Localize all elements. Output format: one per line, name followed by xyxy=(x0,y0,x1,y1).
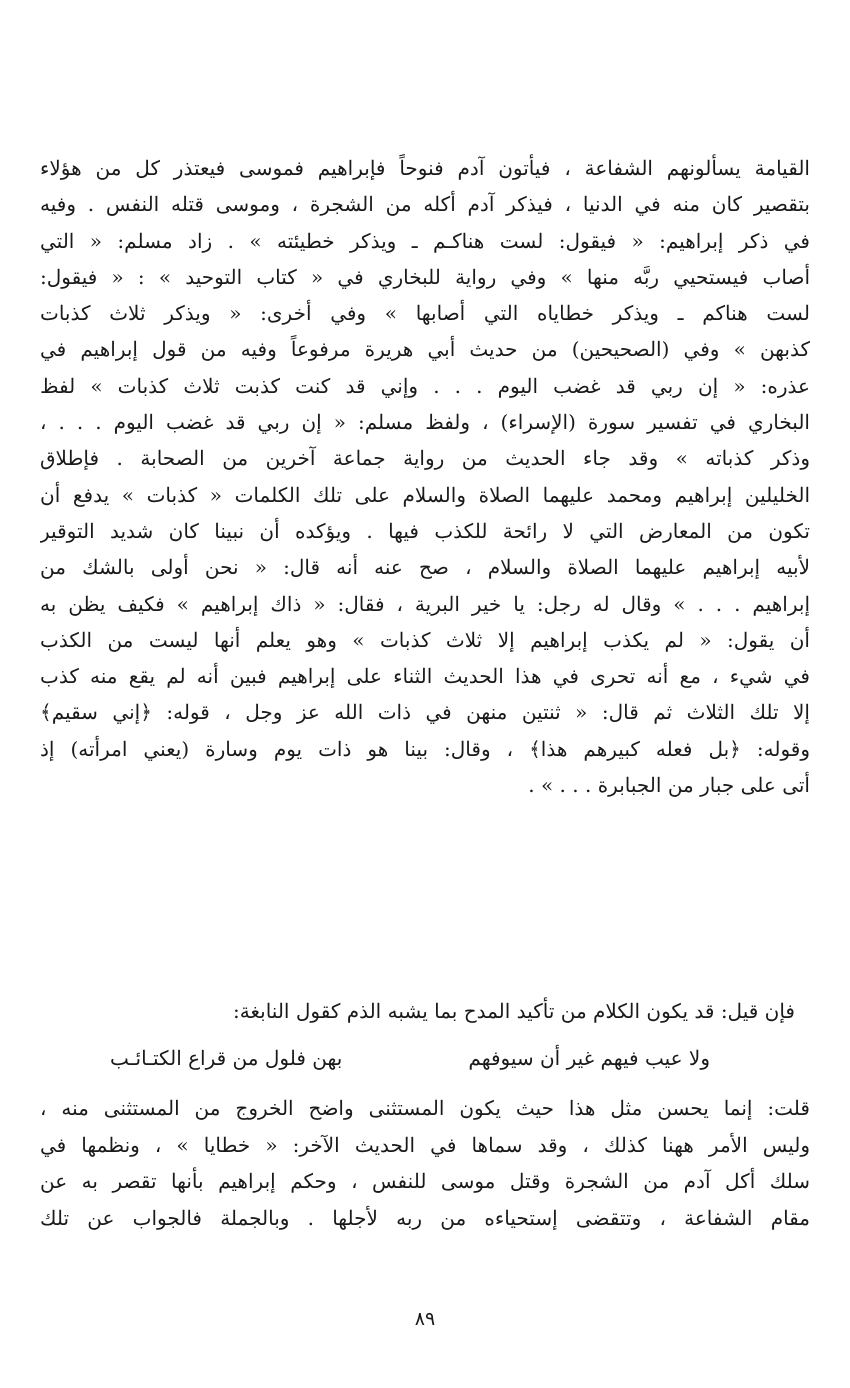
text-line: إلا تلك الثلاث ثم قال: « ثنتين منهن في ذات الله عز وجل ، قوله: ﴿إني سقيم﴾ xyxy=(40,700,810,725)
text-line: عذره: « إن ربي قد غضب اليوم . . . وإني قد كنت كذبت ثلاث كذبات » لفظ xyxy=(40,373,810,398)
text-line: مقام الشفاعة ، وتتقضى إستحياءه من ربه لأجلها . وبالجملة فالجواب عن تلك xyxy=(40,1205,810,1230)
text-line: وقوله: ﴿بل فعله كبيرهم هذا﴾ ، وقال: بينا هو ذات يوم وسارة (يعني امرأته) إذ xyxy=(40,736,810,761)
text-line: وليس الأمر ههنا كذلك ، وقد سماها في الحديث الآخر: « خطايا » ، ونظمها في xyxy=(40,1132,810,1157)
page-number: ٨٩ xyxy=(414,1308,436,1330)
text-line: بتقصير كان منه في الدنيا ، فيذكر آدم أكله من الشجرة ، وموسى قتله النفس . وفيه xyxy=(40,192,810,217)
text-line: أتى على جبار من الجبابرة . . . » . xyxy=(528,773,810,798)
verse-first-hemistich: ولا عيب فيهم غير أن سيوفهم xyxy=(468,1046,710,1070)
text-line: سلك أكل آدم من الشجرة وقتل موسى للنفس ، وحكم إبراهيم بأنها تقصر به عن xyxy=(40,1169,810,1193)
verse-second-hemistich: بهن فلول من قراع الكتـائـب xyxy=(110,1046,343,1070)
poetry-verse xyxy=(110,1040,710,1076)
text-line: تكون من المعارض التي لا رائحة للكذب فيها . ويؤكده أن نبينا كان شديد التوقير xyxy=(40,518,810,543)
main-paragraph xyxy=(40,150,810,803)
question-intro: فإن قيل: قد يكون الكلام من تأكيد المدح بما يشبه الذم كقول النابغة: xyxy=(233,999,795,1023)
text-line: البخاري في تفسير سورة (الإسراء) ، ولفظ مسلم: « إن ربي قد غضب اليوم . . . ، xyxy=(40,410,810,435)
text-line: قلت: إنما يحسن مثل هذا حيث يكون المستثنى واضح الخروج من المستثنى منه ، xyxy=(40,1096,810,1120)
text-line: القيامة يسألونهم الشفاعة ، فيأتون آدم فنوحاً فإبراهيم فموسى فيعتذر كل من هؤلاء xyxy=(40,156,810,180)
text-line: أن يقول: « لم يكذب إبراهيم إلا ثلاث كذبات » وهو يعلم أنها ليست من الكذب xyxy=(40,627,810,652)
text-line: في شيء ، مع أنه تحرى في هذا الحديث الثناء على إبراهيم فبين أنه لم يقع منه كذب xyxy=(40,664,810,689)
text-line: وذكر كذباته » وقد جاء الحديث من رواية جماعة آخرين من الصحابة . فإطلاق xyxy=(40,446,810,471)
text-line: إبراهيم . . . » وقال له رجل: يا خير البرية ، فقال: « ذاك إبراهيم » فكيف يظن به xyxy=(40,591,810,616)
text-line: في ذكر إبراهيم: « فيقول: لست هناكـم ـ ويذكر خطيئته » . زاد مسلم: « التي xyxy=(40,228,810,253)
text-line: لأبيه إبراهيم عليهما الصلاة والسلام ، صح عنه أنه قال: « نحن أولى بالشك من xyxy=(40,555,810,580)
text-line: كذبهن » وفي (الصحيحين) من حديث أبي هريرة مرفوعاً وفيه من قول إبراهيم في xyxy=(40,337,810,362)
text-line: أصاب فيستحيي ربَّه منها » وفي رواية للبخاري في « كتاب التوحيد » : « فيقول: xyxy=(40,264,810,289)
answer-paragraph xyxy=(40,1090,810,1236)
text-line: لست هناكم ـ ويذكر خطاياه التي أصابها » وفي أخرى: « ويذكر ثلاث كذبات xyxy=(40,301,810,326)
text-line: الخليلين إبراهيم ومحمد عليهما الصلاة والسلام على تلك الكلمات « كذبات » يدفع أن xyxy=(40,482,810,507)
